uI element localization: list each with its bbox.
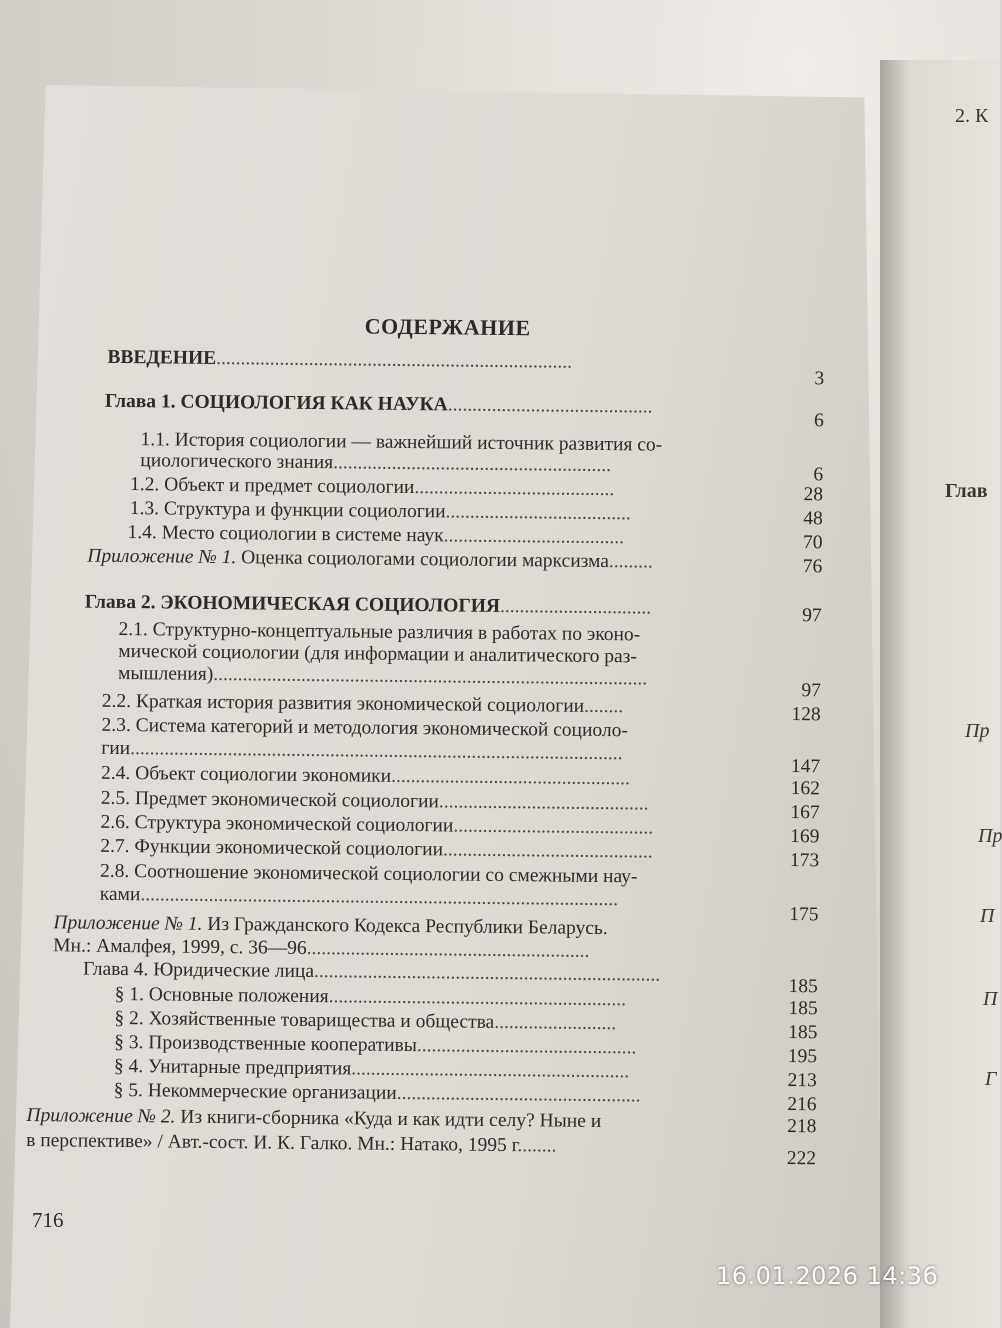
toc-entry-title: Глава 2. ЭКОНОМИЧЕСКАЯ СОЦИОЛОГИЯ [84,591,501,617]
toc-entry-title: мышления) [117,662,214,685]
leader-dots: ............................... [499,595,652,619]
toc-entry-title: 2.7. Функции экономической социологии [100,835,444,861]
leader-dots: ......................... [494,1011,617,1035]
toc-page-number: 222 [786,1147,817,1170]
leader-dots: ..................................................................................................... [130,738,623,765]
toc-page-number: 48 [803,508,823,530]
toc-entry-title: мической социологии (для информации и аналитического раз- [118,640,637,668]
right-page-fragment: 2. К [955,105,989,127]
right-page-fragment: П [983,988,998,1010]
leader-dots: ............................................................. [328,986,627,1011]
leader-dots: ........ [517,1135,557,1157]
toc-entry-title: Глава 4. Юридические лица [82,958,315,983]
leader-dots: ...................................... [445,501,631,525]
toc-page-number: 147 [790,755,821,778]
photo-timestamp: 16.01.2026 14:36 [716,1262,939,1290]
leader-dots: ................................................. [391,765,631,790]
leader-dots: ....................................................................... [313,961,661,986]
leader-dots: ........ [584,695,624,718]
toc-entry-title: § 3. Производственные кооперативы [114,1031,418,1057]
toc-entry-title: гии [101,737,131,760]
toc-entry-title: 2.2. Краткая история развития экономической социологии [101,690,585,717]
leader-dots: .......................................................... [306,937,590,962]
leader-dots: ..................................... [443,525,625,549]
toc-entry-title: в перспективе» / Авт.-сост. И. К. Галко. Мн.: Натако, 1995 г [26,1130,518,1157]
toc-page-number: 6 [813,410,824,432]
toc-page-number: 218 [787,1115,817,1138]
toc-entry-title: 1.2. Объект и предмет социологии [129,474,415,499]
toc-page-number: 169 [790,825,820,848]
toc-entry-title: 2.5. Предмет экономической социологии [100,787,440,813]
toc-entry-title: § 1. Основные положения [114,983,329,1008]
right-page-fragment: Г [985,1068,997,1090]
toc-entry-title: Из книги-сборника «Куда и как идти селу? Ныне и [175,1106,602,1133]
toc-page-number: 162 [790,777,821,800]
toc-page-number: 70 [802,532,823,554]
leader-dots: ......................................... [453,815,654,839]
toc-page-number: 128 [791,703,821,726]
toc-entry-title: § 4. Унитарные предприятия [113,1055,352,1080]
page-title: СОДЕРЖАНИЕ [364,313,531,341]
toc-page-number: 195 [787,1045,818,1068]
toc-entry-title: 1.1. История социологии — важнейший источник развития со- [140,429,663,456]
toc-entry-title: 2.6. Структура экономической социологии [100,811,454,837]
leader-dots: ......................................................... [333,452,612,477]
toc-entry-title: 1.4. Место социологии в системе наук [127,522,444,547]
toc-entry-title: Оценка социологами социологии марксизма [236,547,610,573]
leader-dots: .................................................................................................. [140,884,619,911]
toc-entry-title: Из Гражданского Кодекса Республики Беларусь. [202,913,608,940]
leader-dots: ......................................................................... [216,347,573,373]
right-book-page [880,60,1000,1328]
leader-dots: .......................................... [447,394,653,418]
page-number: 716 [32,1208,64,1232]
toc-page-number: 175 [789,903,819,926]
toc-page-number: 97 [801,680,822,702]
right-page-fragment: Пр [965,720,990,742]
toc-page-number: 97 [802,605,822,627]
leader-dots: .................................................. [396,1082,641,1107]
leader-dots: ......... [608,551,653,573]
toc-page-number: 6 [813,464,824,486]
toc-page-number: 28 [803,484,824,506]
right-page-fragment: П [980,905,995,927]
toc-entry-title: ками [99,883,141,906]
appendix-label: Приложение № 1. [53,912,203,935]
leader-dots: ......................................... [414,477,615,501]
toc-entry-title: 2.4. Объект социологии экономики [100,762,392,787]
toc-page-number: 76 [802,556,823,578]
toc-page-number: 185 [788,997,818,1020]
toc-entry-title: циологического знания [140,450,334,474]
toc-page-number: 167 [790,801,820,824]
appendix-label: Приложение № 2. [26,1105,176,1128]
toc-entry-title: 2.8. Соотношение экономической социологии со смежными нау- [99,860,638,888]
leader-dots: ......................................................................................... [213,663,648,690]
right-page-fragment: Пр [978,825,1002,847]
toc-entry-title: ВВЕДЕНИЕ [107,346,217,369]
right-page-fragment: Глав [945,480,988,502]
toc-page-number: 213 [787,1069,817,1092]
toc-entry-title: Глава 1. СОЦИОЛОГИЯ КАК НАУКА [104,390,448,416]
toc-entry-title: 2.3. Система категорий и методология экономической социоло- [101,714,629,742]
toc-page-number: 185 [788,975,818,998]
toc-page-number: 3 [814,368,825,390]
toc-entry-title: § 5. Некоммерческие организации [113,1079,397,1104]
leader-dots: ........................................... [438,791,649,815]
toc-page-number: 216 [787,1093,817,1116]
toc-page-number: 173 [789,849,820,872]
appendix-label: Приложение № 1. [87,545,237,569]
toc-entry-title: Мн.: Амалфея, 1999, с. 36—96 [53,935,307,959]
leader-dots: ........................................... [442,839,653,863]
toc-entry-title: 1.3. Структура и функции социологии [129,498,446,523]
leader-dots: ......................................................... [351,1058,630,1083]
toc-entry-title: § 2. Хозяйственные товарищества и общества [114,1007,495,1033]
toc-page-number: 185 [788,1021,818,1044]
leader-dots: ............................................. [416,1035,637,1059]
toc-entry-title: 2.1. Структурно-концептуальные различия в работах по эконо- [118,618,641,646]
